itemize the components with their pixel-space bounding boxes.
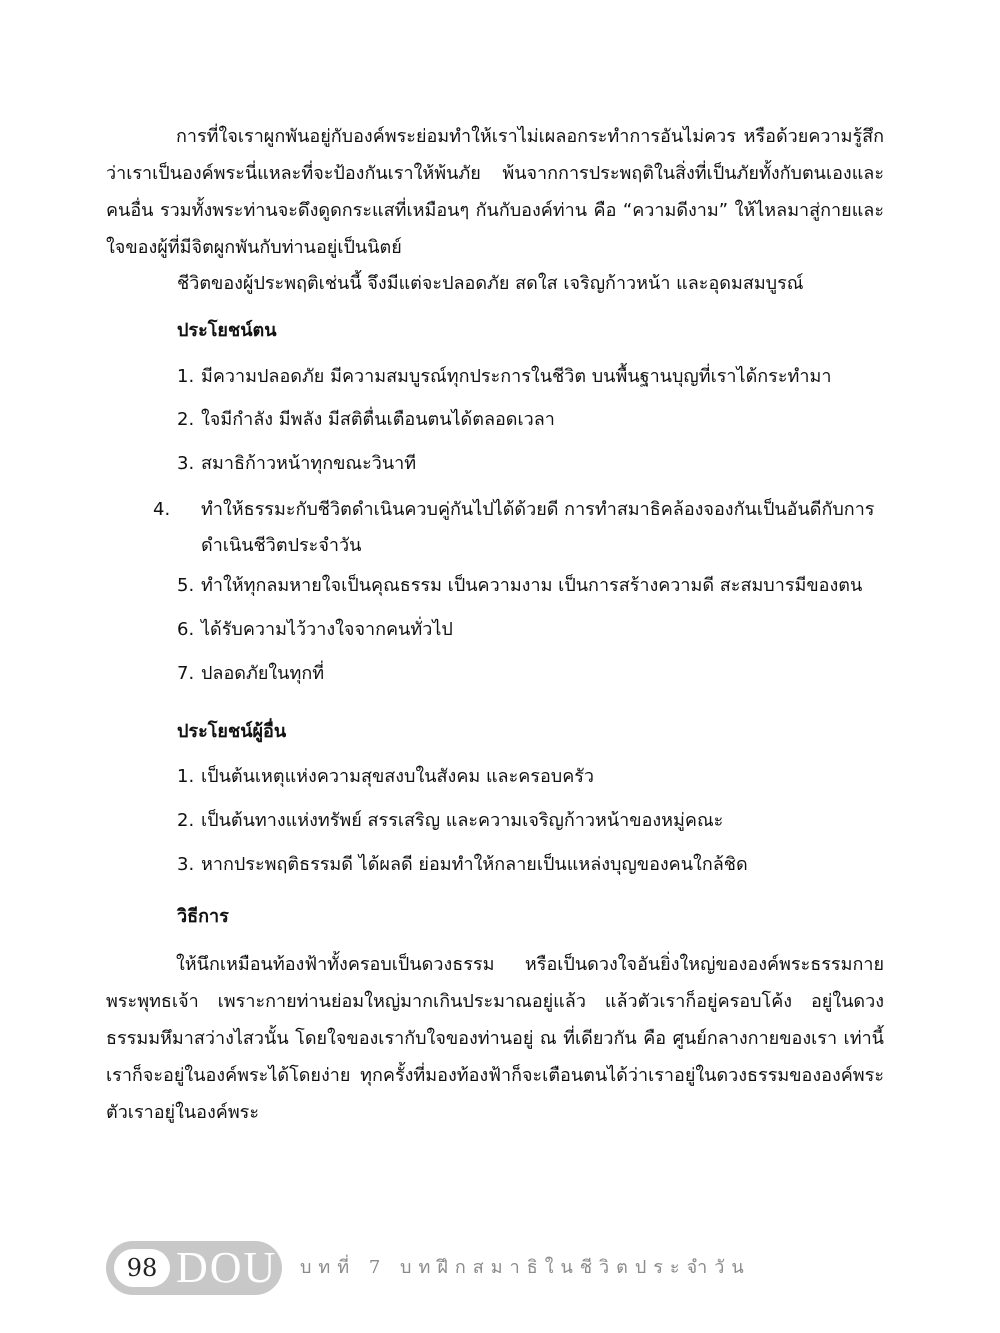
list-item [177, 764, 594, 790]
list-text: ปลอดภัยในทุกที่ [201, 663, 325, 684]
heading-benefits-self: ประโยชน์ตน [177, 320, 277, 341]
list-number: 2. [177, 409, 195, 430]
list-text: หากประพฤติธรรมดี ได้ผลดี ย่อมทำให้กลายเป็นแหล่งบุญของคนใกล้ชิด [201, 854, 748, 875]
list-text: สมาธิก้าวหน้าทุกขณะวินาที [201, 453, 417, 474]
list-item [177, 808, 723, 834]
page-footer [106, 1241, 906, 1295]
intro-summary: ชีวิตของผู้ประพฤติเช่นนี้ จึงมีแต่จะปลอดภัย สดใส เจริญก้าวหน้า และอุดมสมบูรณ์ [177, 273, 804, 294]
list-number: 3. [177, 453, 195, 474]
list-item [177, 451, 416, 477]
list-text: มีความปลอดภัย มีความสมบูรณ์ทุกประการในชีวิต บนพื้นฐานบุญที่เราได้กระทำมา [201, 366, 832, 387]
list-item [177, 364, 831, 390]
list-item [177, 617, 453, 643]
list-item [177, 852, 748, 878]
list-number: 4. [153, 499, 171, 520]
heading-method: วิธีการ [177, 906, 229, 927]
list-text: เป็นต้นเหตุแห่งความสุขสงบในสังคม และครอบครัว [201, 766, 595, 787]
page-number: 98 [114, 1249, 170, 1287]
intro-paragraph: การที่ใจเราผูกพันอยู่กับองค์พระย่อมทำให้เราไม่เผลอกระทำการอันไม่ควร หรือด้วยความรู้สึกว่าเราเป็นองค์พระนี่แหละที่จะป้องกันเราให้พ้นภัย พ้นจากการประพฤติในสิ่งที่เป็นภัยทั้งกับตนเองและคนอื่น รวมทั้งพระท่านจะดึงดูดกระแสที่เหมือนๆ กันกับองค์ท่าน คือ “ความดีงาม” ให้ไหลมาสู่กายและใจของผู้ที่มีจิตผูกพันกับท่านอยู่เป็นนิตย์ [106, 126, 884, 258]
list-number: 3. [177, 854, 195, 875]
method-paragraph: ให้นึกเหมือนท้องฟ้าทั้งครอบเป็นดวงธรรม หรือเป็นดวงใจอันยิ่งใหญ่ขององค์พระธรรมกายพระพุทธเจ้า เพราะกายท่านย่อมใหญ่มากเกินประมาณอยู่แล้ว แล้วตัวเราก็อยู่ครอบโค้ง อยู่ในดวงธรรมมหึมาสว่างไสวนั้น โดยใจของเรากับใจของท่านอยู่ ณ ที่เดียวกัน คือ ศูนย์กลางกายของเรา เท่านี้เราก็จะอยู่ในองค์พระได้โดยง่าย ทุกครั้งที่มองท้องฟ้าก็จะเตือนตนได้ว่าเราอยู่ในดวงธรรมขององค์พระ ตัวเราอยู่ในองค์พระ [106, 954, 884, 1123]
list-text: ทำให้ธรรมะกับชีวิตดำเนินควบคู่กันไปได้ด้วยดี การทำสมาธิคล้องจองกันเป็นอันดีกับการดำเนินชีวิตประจำวัน [201, 499, 875, 556]
list-item [177, 407, 555, 433]
list-text: ทำให้ทุกลมหายใจเป็นคุณธรรม เป็นความงาม เป็นการสร้างความดี สะสมบารมีของตน [201, 575, 863, 596]
list-text: ใจมีกำลัง มีพลัง มีสติตื่นเตือนตนได้ตลอดเวลา [201, 409, 555, 430]
list-item [153, 492, 909, 564]
chapter-title: บทที่ 7 บทฝึกสมาธิในชีวิตประจำวัน [300, 1257, 751, 1278]
list-item [177, 661, 324, 687]
list-number: 1. [177, 766, 195, 787]
list-number: 2. [177, 810, 195, 831]
page-badge [106, 1241, 282, 1295]
list-text: ได้รับความไว้วางใจจากคนทั่วไป [201, 619, 453, 640]
list-item [177, 573, 862, 599]
list-number: 6. [177, 619, 195, 640]
heading-benefits-others: ประโยชน์ผู้อื่น [177, 721, 287, 742]
list-number: 7. [177, 663, 195, 684]
list-text: เป็นต้นทางแห่งทรัพย์ สรรเสริญ และความเจริญก้าวหน้าของหมู่คณะ [201, 810, 724, 831]
dou-logo: DOU [176, 1243, 278, 1292]
list-number: 1. [177, 366, 195, 387]
list-number: 5. [177, 575, 195, 596]
